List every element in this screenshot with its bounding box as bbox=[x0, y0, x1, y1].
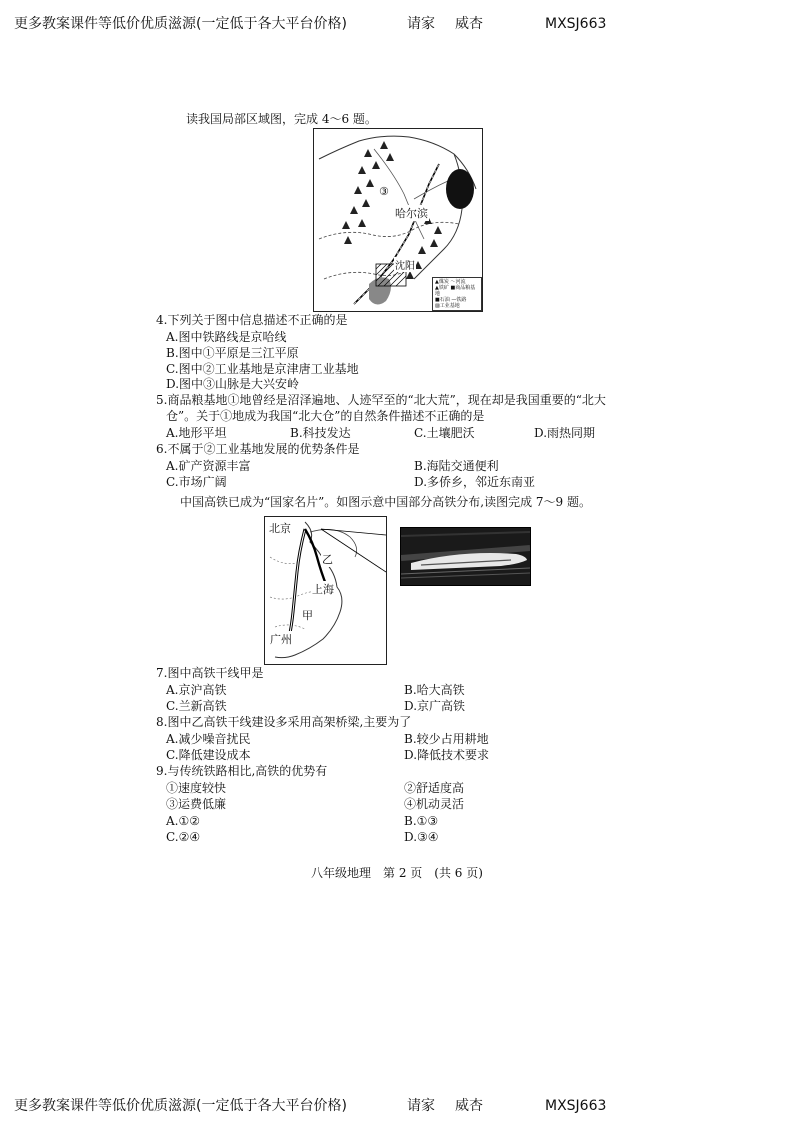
q7-option-d: D.京广高铁 bbox=[404, 699, 466, 713]
q7-option-b: B.哈大高铁 bbox=[404, 683, 465, 697]
banner-name: 威杏 bbox=[455, 1098, 483, 1114]
q9-statement-2: ②舒适度高 bbox=[404, 781, 465, 795]
q5-option-c: C.土壤肥沃 bbox=[414, 426, 475, 440]
q5-option-d: D.雨热同期 bbox=[534, 426, 596, 440]
q9-option-a: A.①② bbox=[166, 814, 200, 828]
q4-option-a: A.图中铁路线是京哈线 bbox=[166, 330, 287, 344]
q5-stem-line1: 5.商品粮基地①地曾经是沼泽遍地、人迹罕至的“北大荒”，现在却是我国重要的“北大 bbox=[156, 393, 606, 407]
banner-text: 更多教案课件等低价优质滋源(一定低于各大平台价格) bbox=[14, 16, 347, 32]
q9-option-c: C.②④ bbox=[166, 830, 201, 844]
q6-option-d: D.多侨乡，邻近东南亚 bbox=[414, 475, 536, 489]
header-banner bbox=[14, 13, 606, 33]
train-photo bbox=[400, 527, 531, 586]
q4-option-c: C.图中②工业基地是京津唐工业基地 bbox=[166, 362, 359, 376]
banner-text: 更多教案课件等低价优质滋源(一定低于各大平台价格) bbox=[14, 1098, 347, 1114]
q4-option-b: B.图中①平原是三江平原 bbox=[166, 346, 299, 360]
map-label-3: ③ bbox=[379, 185, 389, 198]
map-label-shanghai: 上海 bbox=[312, 583, 334, 596]
q6-option-c: C.市场广阔 bbox=[166, 475, 227, 489]
map-label-harbin: 哈尔滨 bbox=[395, 207, 428, 220]
legend-item: ▲煤炭 ～河流 bbox=[435, 279, 466, 285]
map-label-guangzhou: 广州 bbox=[270, 633, 292, 646]
railway-map bbox=[264, 516, 387, 665]
map-label-jia: 甲 bbox=[302, 609, 313, 622]
q9-stem: 9.与传统铁路相比,高铁的优势有 bbox=[156, 764, 328, 778]
map-label-shenyang: 沈阳 bbox=[394, 257, 416, 272]
q5-option-b: B.科技发达 bbox=[290, 426, 351, 440]
footer-banner bbox=[14, 1095, 606, 1115]
banner-name: 威杏 bbox=[455, 16, 483, 32]
q6-option-b: B.海陆交通便利 bbox=[414, 459, 499, 473]
q8-option-c: C.降低建设成本 bbox=[166, 748, 251, 762]
q9-statement-3: ③运费低廉 bbox=[166, 797, 227, 811]
q9-statement-4: ④机动灵活 bbox=[404, 797, 465, 811]
legend-item: ▨工业基地 bbox=[435, 303, 460, 309]
q5-stem-line2: 仓”。关于①地成为我国“北大仓”的自然条件描述不正确的是 bbox=[166, 409, 485, 423]
banner-request: 请家 bbox=[407, 1098, 435, 1114]
q8-option-a: A.减少噪音扰民 bbox=[166, 732, 251, 746]
map-legend bbox=[432, 277, 482, 311]
intro-q7-9: 中国高铁已成为“国家名片”。如图示意中国部分高铁分布,读图完成 7～9 题。 bbox=[180, 495, 591, 509]
intro-q4-6: 读我国局部区域图，完成 4～6 题。 bbox=[186, 112, 377, 126]
legend-item: ▲铁矿 ■商品粮基地 bbox=[435, 285, 476, 297]
q8-stem: 8.图中乙高铁干线建设多采用高架桥梁,主要为了 bbox=[156, 715, 412, 729]
banner-code: MXSJ663 bbox=[545, 1098, 607, 1114]
q6-stem: 6.不属于②工业基地发展的优势条件是 bbox=[156, 442, 360, 456]
q9-option-d: D.③④ bbox=[404, 830, 439, 844]
northeast-map bbox=[313, 128, 483, 312]
legend-item: ■石油 —铁路 bbox=[435, 297, 467, 303]
q9-statement-1: ①速度较快 bbox=[166, 781, 227, 795]
page-footer: 八年级地理 第 2 页 (共 6 页) bbox=[311, 866, 483, 880]
q9-option-b: B.①③ bbox=[404, 814, 439, 828]
q5-option-a: A.地形平坦 bbox=[166, 426, 227, 440]
q4-option-d: D.图中③山脉是大兴安岭 bbox=[166, 377, 300, 391]
q7-stem: 7.图中高铁干线甲是 bbox=[156, 666, 264, 680]
q4-stem: 4.下列关于图中信息描述不正确的是 bbox=[156, 313, 348, 327]
q7-option-c: C.兰新高铁 bbox=[166, 699, 227, 713]
q8-option-d: D.降低技术要求 bbox=[404, 748, 490, 762]
map-label-beijing: 北京 bbox=[269, 522, 291, 535]
q6-option-a: A.矿产资源丰富 bbox=[166, 459, 251, 473]
banner-code: MXSJ663 bbox=[545, 16, 607, 32]
map-label-yi: 乙 bbox=[322, 553, 333, 566]
q8-option-b: B.较少占用耕地 bbox=[404, 732, 489, 746]
train-photo-drawing bbox=[401, 528, 530, 585]
banner-request: 请家 bbox=[407, 16, 435, 32]
q7-option-a: A.京沪高铁 bbox=[166, 683, 227, 697]
